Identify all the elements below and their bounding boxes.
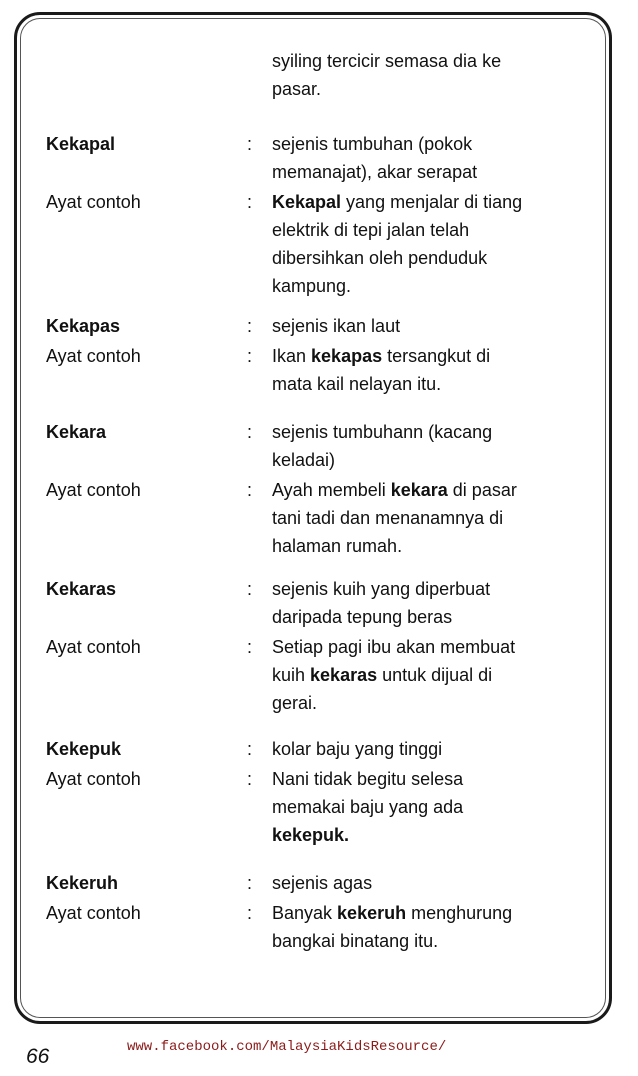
example-label: Ayat contoh <box>46 192 141 212</box>
example-label: Ayat contoh <box>46 903 141 923</box>
example-line <box>272 219 469 241</box>
example-text: mata kail nelayan itu. <box>272 374 442 394</box>
example-text: di pasar <box>447 480 517 500</box>
entry-term: Kekaras <box>46 579 117 599</box>
example-line <box>272 824 349 846</box>
highlighted-term: kekaras <box>310 665 378 685</box>
continuation-line: pasar. <box>272 79 322 99</box>
example-label: Ayat contoh <box>46 346 141 366</box>
example-text: tersangkut di <box>382 346 491 366</box>
example-text: gerai. <box>272 693 318 713</box>
example-text: memakai baju yang ada <box>272 797 464 817</box>
colon: : <box>247 346 253 366</box>
definition-line: keladai) <box>272 450 336 470</box>
example-line <box>272 191 522 213</box>
page-number: 66 <box>26 1045 50 1068</box>
colon: : <box>247 422 253 442</box>
example-line <box>272 692 317 714</box>
entry-term: Kekara <box>46 422 107 442</box>
example-line <box>272 664 492 686</box>
definition-line: memanajat), akar serapat <box>272 162 478 182</box>
definition-line: sejenis ikan laut <box>272 316 401 336</box>
example-text: Ayah membeli <box>272 480 391 500</box>
highlighted-term: kekepuk. <box>272 825 350 845</box>
example-line <box>272 373 441 395</box>
example-line <box>272 479 517 501</box>
highlighted-term: kekara <box>390 480 448 500</box>
colon: : <box>247 480 253 500</box>
definition-line: sejenis tumbuhann (kacang <box>272 422 493 442</box>
example-text: kampung. <box>272 276 352 296</box>
colon: : <box>247 637 253 657</box>
example-text: tani tadi dan menanamnya di <box>272 508 504 528</box>
example-line <box>272 247 487 269</box>
example-label: Ayat contoh <box>46 637 141 657</box>
entry-term: Kekapas <box>46 316 121 336</box>
example-text: elektrik di tepi jalan telah <box>272 220 470 240</box>
colon: : <box>247 873 253 893</box>
entry-term: Kekeruh <box>46 873 119 893</box>
example-line <box>272 902 512 924</box>
example-text: halaman rumah. <box>272 536 403 556</box>
colon: : <box>247 903 253 923</box>
example-text: dibersihkan oleh penduduk <box>272 248 488 268</box>
entry-term: Kekapal <box>46 134 116 154</box>
footer-url[interactable]: www.facebook.com/MalaysiaKidsResource/ <box>127 1039 447 1055</box>
definition-line: sejenis kuih yang diperbuat <box>272 579 491 599</box>
example-text: yang menjalar di tiang <box>341 192 523 212</box>
example-text: Setiap pagi ibu akan membuat <box>272 637 516 657</box>
example-text: menghurung <box>406 903 513 923</box>
example-label: Ayat contoh <box>46 769 141 789</box>
colon: : <box>247 739 253 759</box>
example-label: Ayat contoh <box>46 480 141 500</box>
example-line <box>272 796 463 818</box>
highlighted-term: kekapas <box>311 346 383 366</box>
definition-line: kolar baju yang tinggi <box>272 739 443 759</box>
highlighted-term: Kekapal <box>272 192 342 212</box>
definition-line: daripada tepung beras <box>272 607 453 627</box>
colon: : <box>247 316 253 336</box>
example-line <box>272 930 438 952</box>
definition-line: sejenis agas <box>272 873 373 893</box>
highlighted-term: kekeruh <box>337 903 407 923</box>
colon: : <box>247 579 253 599</box>
example-line <box>272 507 503 529</box>
example-line <box>272 345 490 367</box>
colon: : <box>247 192 253 212</box>
example-line <box>272 535 402 557</box>
example-text: Banyak <box>272 903 338 923</box>
colon: : <box>247 134 253 154</box>
example-text: kuih <box>272 665 311 685</box>
example-line <box>272 275 351 297</box>
example-text: Ikan <box>272 346 312 366</box>
example-text: Nani tidak begitu selesa <box>272 769 464 789</box>
example-text: untuk dijual di <box>377 665 493 685</box>
continuation-line: syiling tercicir semasa dia ke <box>272 51 502 71</box>
definition-line: sejenis tumbuhan (pokok <box>272 134 473 154</box>
example-line <box>272 636 515 658</box>
example-line <box>272 768 463 790</box>
entry-term: Kekepuk <box>46 739 122 759</box>
example-text: bangkai binatang itu. <box>272 931 439 951</box>
colon: : <box>247 769 253 789</box>
